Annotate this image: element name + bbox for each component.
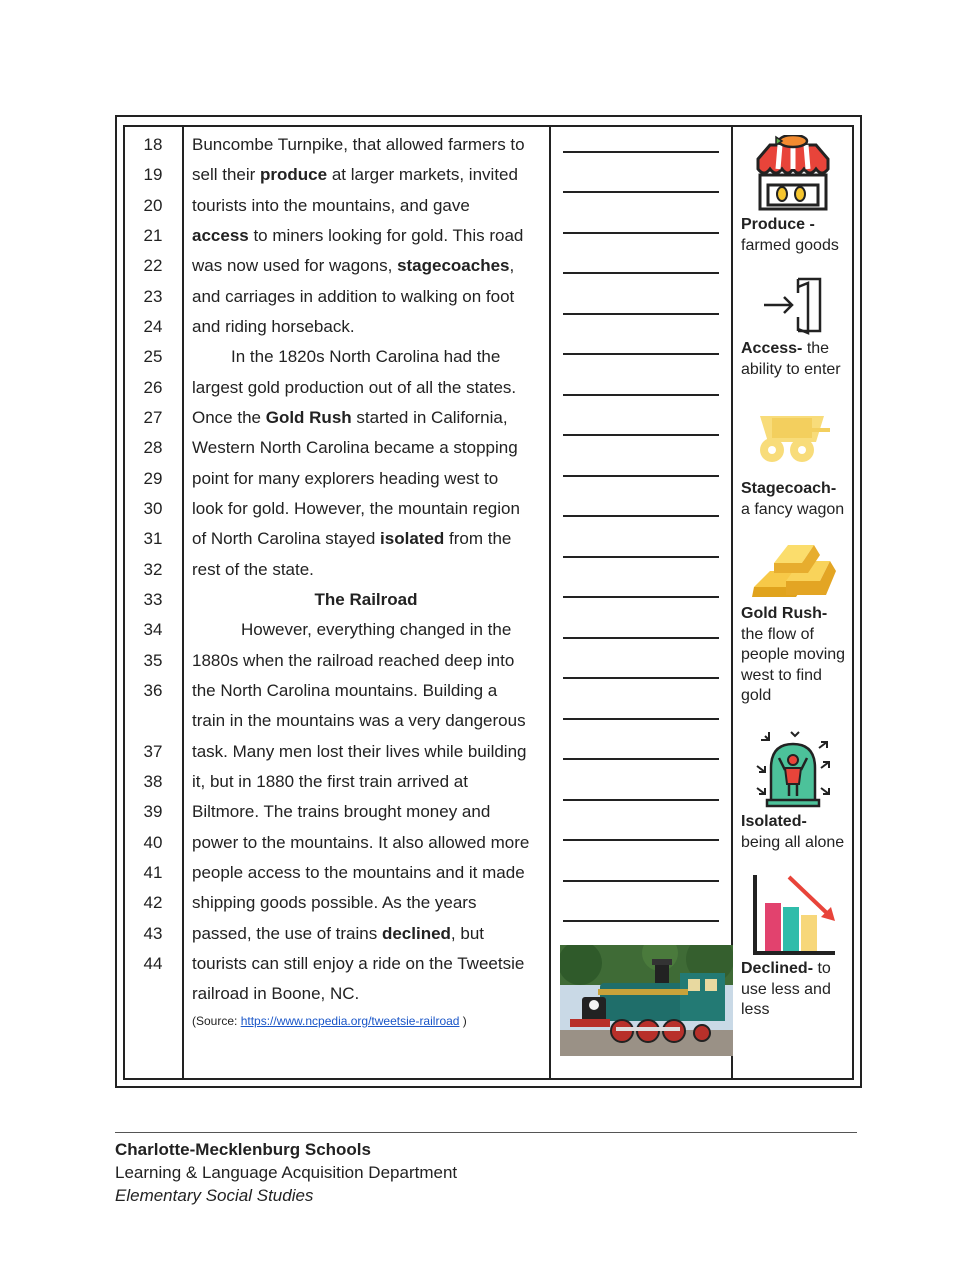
line-number: 18 [143, 135, 163, 154]
vocab-word-access: access [192, 226, 249, 245]
text-line: shipping goods possible. As the years [192, 893, 477, 912]
text-line: was now used for wagons, stagecoaches, [192, 256, 515, 275]
line-number: 44 [143, 954, 163, 973]
text-line: task. Many men lost their lives while building [192, 742, 527, 761]
text-line: it, but in 1880 the first train arrived at [192, 772, 468, 791]
answer-blank[interactable] [563, 839, 719, 841]
line-number: 34 [143, 620, 163, 639]
section-heading: The Railroad [314, 590, 418, 609]
line-number: 21 [143, 226, 163, 245]
answer-blank[interactable] [563, 515, 719, 517]
line-number: 22 [143, 256, 163, 275]
text-line: and riding horseback. [192, 317, 355, 336]
footer-divider [115, 1132, 857, 1133]
text-line: However, everything changed in the [241, 620, 512, 639]
column-divider [731, 125, 733, 1080]
answer-blank[interactable] [563, 880, 719, 882]
line-number: 20 [143, 196, 163, 215]
answer-blank[interactable] [563, 151, 719, 153]
line-number: 33 [143, 590, 163, 609]
vocab-word-gold-rush: Gold Rush [265, 408, 352, 427]
gold-bars-icon [750, 543, 838, 601]
answer-blank[interactable] [563, 272, 719, 274]
answer-blank[interactable] [563, 313, 719, 315]
line-number: 38 [143, 772, 163, 791]
text-line: In the 1820s North Carolina had the [231, 347, 501, 366]
line-number: 27 [143, 408, 163, 427]
line-number: 35 [143, 651, 163, 670]
vocab-word-stagecoaches: stagecoaches [397, 256, 510, 275]
text-line: power to the mountains. It also allowed more [192, 833, 530, 852]
text-line: Once the Gold Rush started in California, [192, 408, 508, 427]
text-line: tourists into the mountains, and gave [192, 196, 470, 215]
answer-blank[interactable] [563, 637, 719, 639]
steam-train-photo [560, 945, 733, 1056]
text-line: Buncombe Turnpike, that allowed farmers to [192, 135, 525, 154]
line-number: 24 [143, 317, 163, 336]
line-number: 41 [143, 863, 163, 882]
line-number: 43 [143, 924, 163, 943]
vocab-access: Access- the ability to enter [741, 340, 841, 378]
vocab-declined: Declined- to use less and less [741, 960, 831, 1018]
line-number: 26 [143, 378, 163, 397]
text-line: Western North Carolina became a stopping [192, 438, 518, 457]
stagecoach-icon [752, 410, 832, 464]
answer-blank[interactable] [563, 799, 719, 801]
door-enter-icon [762, 275, 824, 335]
line-number: 31 [143, 529, 163, 548]
vocab-word-produce: produce [260, 165, 328, 184]
line-number: 30 [143, 499, 163, 518]
line-number: 32 [143, 560, 163, 579]
text-line: of North Carolina stayed isolated from the [192, 529, 512, 548]
text-line: point for many explorers heading west to [192, 469, 499, 488]
answer-blank[interactable] [563, 596, 719, 598]
answer-blank[interactable] [563, 920, 719, 922]
answer-blank[interactable] [563, 718, 719, 720]
isolated-person-icon [755, 728, 831, 808]
vocab-produce: Produce - farmed goods [741, 216, 839, 254]
line-number: 19 [143, 165, 163, 184]
line-number: 28 [143, 438, 163, 457]
source-link[interactable]: https://www.ncpedia.org/tweetsie-railroad [240, 1014, 460, 1028]
text-line: railroad in Boone, NC. [192, 984, 360, 1003]
line-number: 29 [143, 469, 163, 488]
line-number: 42 [143, 893, 163, 912]
column-divider [182, 125, 184, 1080]
answer-blank[interactable] [563, 434, 719, 436]
line-number: 36 [143, 681, 163, 700]
column-divider [549, 125, 551, 1080]
text-line: and carriages in addition to walking on foot [192, 287, 515, 306]
text-line: rest of the state. [192, 560, 314, 579]
source-citation: (Source: https://www.ncpedia.org/tweetsie-railroad ) [192, 1014, 467, 1028]
answer-blank[interactable] [563, 232, 719, 234]
answer-blank[interactable] [563, 475, 719, 477]
answer-blank[interactable] [563, 556, 719, 558]
footer-subject: Elementary Social Studies [115, 1186, 314, 1205]
text-line: the North Carolina mountains. Building a [192, 681, 498, 700]
text-line: people access to the mountains and it made [192, 863, 525, 882]
answer-blank[interactable] [563, 677, 719, 679]
text-line: tourists can still enjoy a ride on the Tweetsie [192, 954, 525, 973]
text-line: look for gold. However, the mountain region [192, 499, 520, 518]
declining-chart-icon [751, 873, 837, 957]
line-number: 25 [143, 347, 163, 366]
text-line: train in the mountains was a very dangerous [192, 711, 526, 730]
vocab-isolated: Isolated- being all alone [741, 813, 845, 851]
produce-stand-icon [756, 135, 830, 211]
text-line: access to miners looking for gold. This road [192, 226, 524, 245]
text-line: sell their produce at larger markets, invited [192, 165, 518, 184]
answer-blank[interactable] [563, 353, 719, 355]
line-number: 39 [143, 802, 163, 821]
text-line: 1880s when the railroad reached deep into [192, 651, 515, 670]
answer-blank[interactable] [563, 191, 719, 193]
line-number: 37 [143, 742, 163, 761]
vocab-word-declined: declined [381, 924, 451, 943]
vocab-word-isolated: isolated [380, 529, 445, 548]
line-number: 40 [143, 833, 163, 852]
answer-blank[interactable] [563, 758, 719, 760]
answer-blank[interactable] [563, 394, 719, 396]
footer-department: Learning & Language Acquisition Department [115, 1163, 458, 1182]
text-line: passed, the use of trains declined, but [192, 924, 485, 943]
text-line: largest gold production out of all the states. [192, 378, 517, 397]
text-line: Biltmore. The trains brought money and [192, 802, 491, 821]
footer-organization: Charlotte-Mecklenburg Schools [115, 1140, 371, 1159]
vocab-gold-rush: Gold Rush- the flow of people moving west to find gold [741, 605, 846, 704]
vocab-stagecoach: Stagecoach- a fancy wagon [741, 480, 845, 518]
line-number: 23 [143, 287, 163, 306]
